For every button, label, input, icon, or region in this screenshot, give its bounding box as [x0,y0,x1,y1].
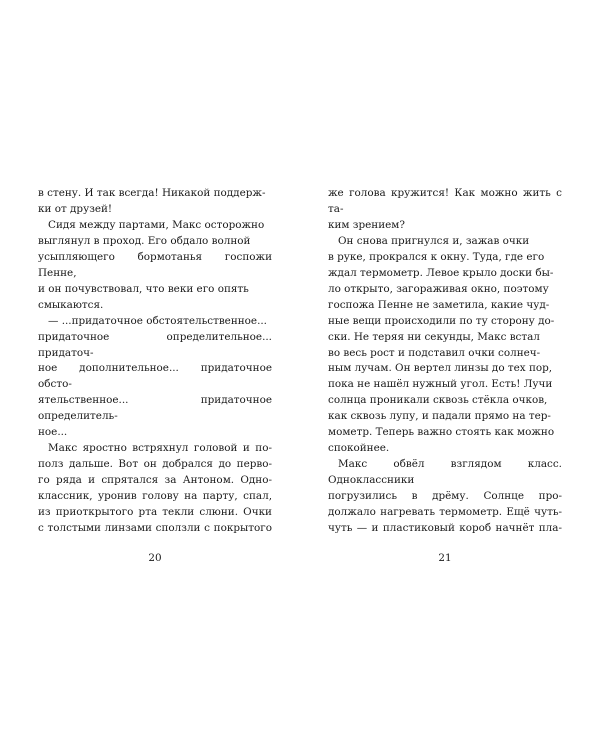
text-line: из приоткрытого рта текли слюни. Очки [38,506,272,519]
text-line: в руке, прокрался к окну. Туда, где его [328,250,545,263]
text-line: чуть — и пластиковый короб начнёт пла- [328,522,562,535]
left-page-body [38,186,272,538]
text-line: выглянул в проход. Его обдало волной [38,234,251,247]
text-line: ким зрением? [328,218,405,231]
text-line: Макс обвёл взглядом класс. Одноклассники [328,458,562,487]
text-line: и он почувствовал, что веки его опять [38,282,249,295]
text-line: ски. Не теряя ни секунды, Макс встал [328,330,540,343]
right-page-body [328,186,562,538]
text-line: как сквозь лупу, и падали прямо на тер- [328,410,551,423]
paragraph [38,218,272,314]
paragraph [328,457,562,538]
paragraph [38,314,272,442]
text-line: же голова кружится! Как можно жить с та- [328,187,562,215]
text-line: спокойнее. [328,442,390,455]
text-line: Макс яростно встряхнул головой и по- [48,442,272,455]
text-line: погрузились в дрёму. Солнце про- [328,490,562,503]
text-line: ки от друзей! [38,202,113,215]
paragraph [328,186,562,234]
text-line: ные вещи происходили по ту сторону до- [328,314,555,327]
text-line: го ряда и спрятался за Антоном. Одно- [38,474,272,487]
text-line: ное... [38,426,68,439]
left-page [38,186,272,564]
paragraph [38,186,272,218]
text-line: в стену. И так всегда! Никакой поддерж- [38,187,266,199]
text-line: Он снова пригнулся и, зажав очки [338,234,530,247]
text-line: усыпляющего бормотанья госпожи Пенне, [38,250,272,279]
text-line: придаточное определительное... придаточ- [38,330,272,359]
page-number: 20 [148,552,162,564]
text-line: ным лучам. Он вертел линзы до тех пор, [328,362,553,375]
text-line: ло открыто, загораживая окно, поэтому [328,282,549,295]
text-line: госпожа Пенне не заметила, какие чуд- [328,298,550,311]
text-line: должало нагревать термометр. Ещё чуть- [328,506,562,519]
text-line: полз дальше. Вот он добрался до перво- [38,458,272,471]
text-line: — ...придаточное обстоятельственное... [48,314,267,327]
paragraph [38,441,272,538]
right-page [328,186,562,564]
paragraph [328,234,562,457]
text-line: солнца проникали сквозь стёкла очков, [328,394,548,407]
text-line: Сидя между партами, Макс осторожно [48,218,265,231]
text-line: ное дополнительное... придаточное обсто- [38,362,272,391]
text-line: мометр. Теперь важно стоять как можно [328,426,555,439]
text-line: классник, уронив голову на парту, спал, [38,490,272,503]
text-line: ятельственное... придаточное определитель- [38,394,272,423]
page-number: 21 [438,552,452,564]
text-line: пока не нашёл нужный угол. Есть! Лучи [328,378,553,391]
text-line: ждал термометр. Левое крыло доски бы- [328,266,554,279]
text-line: с толстыми линзами сползли с покрытого [38,522,272,535]
text-line: смыкаются. [38,298,104,311]
text-line: во весь рост и подставил очки солнеч- [328,346,541,359]
